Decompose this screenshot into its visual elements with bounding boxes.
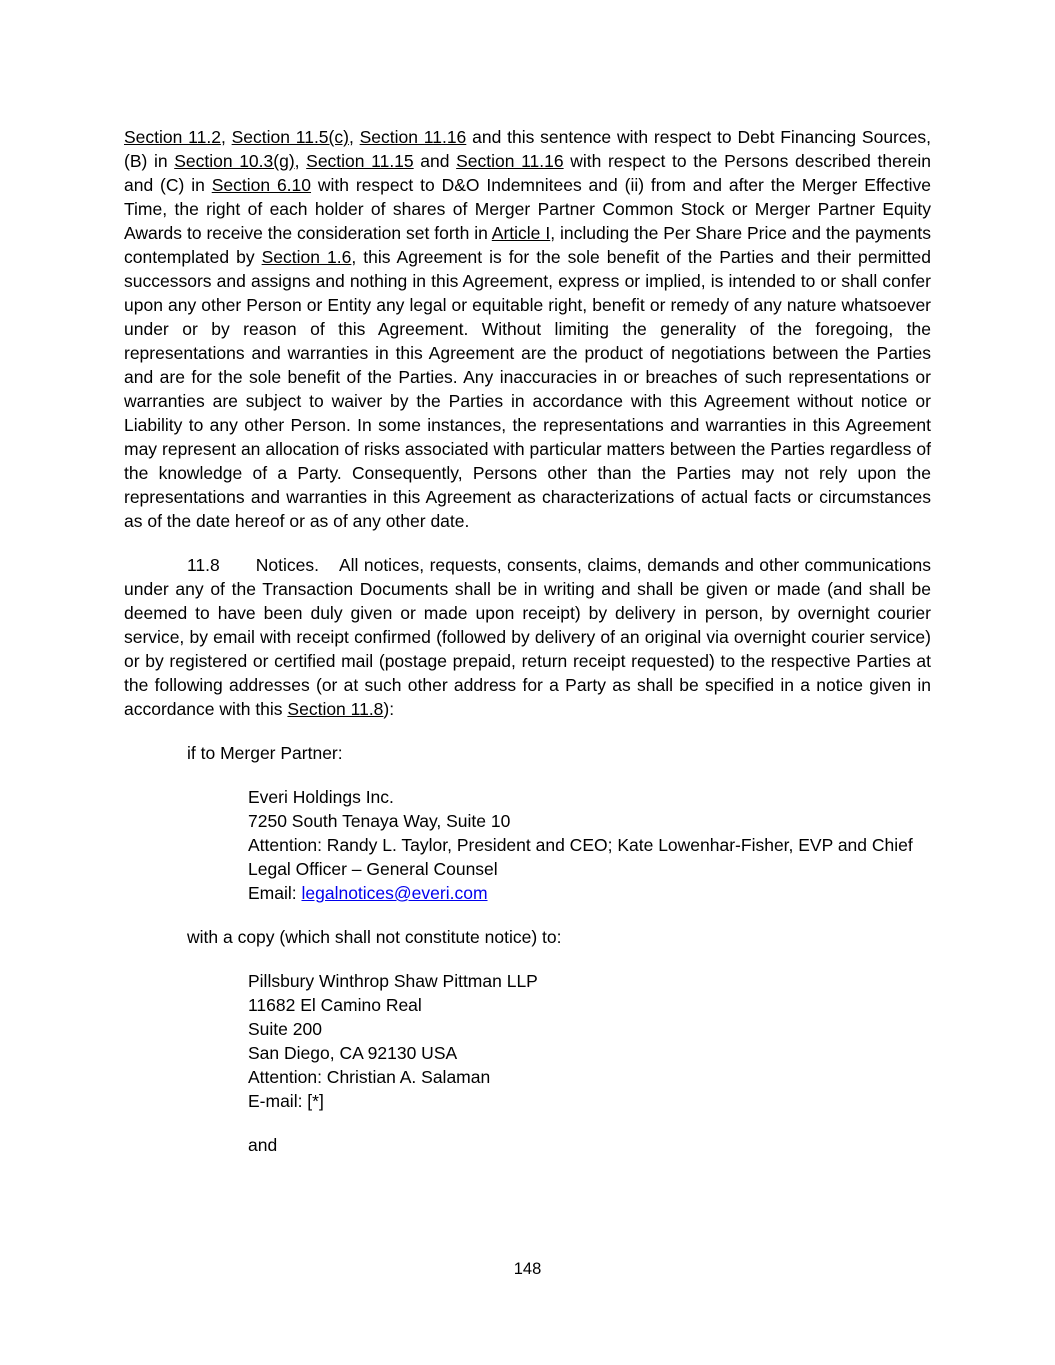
merger-partner-address bbox=[124, 785, 931, 905]
section-ref[interactable]: Section 11.5(c) bbox=[231, 127, 349, 147]
section-ref[interactable]: Section 10.3(g) bbox=[174, 151, 295, 171]
email-line: E-mail: [*] bbox=[248, 1091, 324, 1111]
copy-intro: with a copy (which shall not constitute notice) to: bbox=[187, 927, 562, 947]
conjunction: and bbox=[248, 1135, 278, 1155]
suite: Suite 200 bbox=[248, 1019, 322, 1039]
section-ref[interactable]: Section 11.8 bbox=[287, 699, 384, 719]
firm-name: Pillsbury Winthrop Shaw Pittman LLP bbox=[248, 971, 538, 991]
section-number: 11.8 bbox=[187, 555, 220, 575]
page-number: 148 bbox=[513, 1260, 542, 1278]
attention-line: Attention: Christian A. Salaman bbox=[248, 1067, 491, 1087]
section-ref[interactable]: Section 1.6 bbox=[261, 247, 352, 267]
email-link[interactable]: legalnotices@everi.com bbox=[301, 883, 488, 903]
company-name: Everi Holdings Inc. bbox=[248, 787, 394, 807]
city-line: San Diego, CA 92130 USA bbox=[248, 1043, 458, 1063]
section-ref[interactable]: Section 11.16 bbox=[456, 151, 564, 171]
section-ref[interactable]: Section 11.15 bbox=[306, 151, 414, 171]
attention-line: Attention: Randy L. Taylor, President and CEO; Kate Lowenhar-Fisher, EVP and Chief Legal Officer – General Counsel bbox=[248, 835, 913, 879]
merger-partner-intro: if to Merger Partner: bbox=[187, 743, 343, 763]
street-address: 7250 South Tenaya Way, Suite 10 bbox=[248, 811, 511, 831]
section-ref[interactable]: Section 11.2 bbox=[124, 127, 221, 147]
notices-paragraph: 11.8 Notices. All notices, requests, consents, claims, demands and other communications under any of the Transaction Documents shall be in writing and shall be given or made (and shall be deemed to have been duly given or made upon receipt) by delivery in person, by overnight courier service, by email with receipt confirmed (followed by delivery of an original via overnight courier service) or by registered or certified mail (postage prepaid, return receipt requested) to the respective Parties at the following addresses (or at such other address for a Party as shall be specified in a notice given in accordance with this Section 11.8): bbox=[124, 555, 931, 719]
article-ref[interactable]: Article I bbox=[491, 223, 551, 243]
section-ref[interactable]: Section 11.16 bbox=[359, 127, 467, 147]
section-ref[interactable]: Section 6.10 bbox=[211, 175, 312, 195]
street-address: 11682 El Camino Real bbox=[248, 995, 422, 1015]
conjunction-block bbox=[124, 1133, 931, 1157]
page-body bbox=[124, 125, 931, 1177]
continued-paragraph: Section 11.2, Section 11.5(c), Section 11.16 and this sentence with respect to Debt Financing Sources, (B) in Section 10.3(g), Section 11.15 and Section 11.16 with respect to the Persons described therein and (C) in Section 6.10 with respect to D&O Indemnitees and (ii) from and after the Merger Effective Time, the right of each holder of shares of Merger Partner Common Stock or Merger Partner Equity Awards to receive the consideration set forth in Article I, including the Per Share Price and the payments contemplated by Section 1.6, this Agreement is for the sole benefit of the Parties and their permitted successors and assigns and nothing in this Agreement, express or implied, is intended to or shall confer upon any other Person or Entity any legal or equitable right, benefit or remedy of any nature whatsoever under or by reason of this Agreement. Without limiting the generality of the foregoing, the representations and warranties in this Agreement are the product of negotiations between the Parties and are for the sole benefit of the Parties. Any inaccuracies in or breaches of such representations or warranties are subject to waiver by the Parties in accordance with this Agreement without notice or Liability to any other Person. In some instances, the representations and warranties in this Agreement may represent an allocation of risks associated with particular matters between the Parties regardless of the knowledge of a Party. Consequently, Persons other than the Parties may not rely upon the representations and warranties in this Agreement as characterizations of actual facts or circumstances as of the date hereof or as of any other date. bbox=[124, 127, 932, 531]
email-line: Email: legalnotices@everi.com bbox=[248, 883, 488, 903]
section-heading: Notices. bbox=[255, 555, 319, 575]
copy-address bbox=[124, 969, 931, 1113]
